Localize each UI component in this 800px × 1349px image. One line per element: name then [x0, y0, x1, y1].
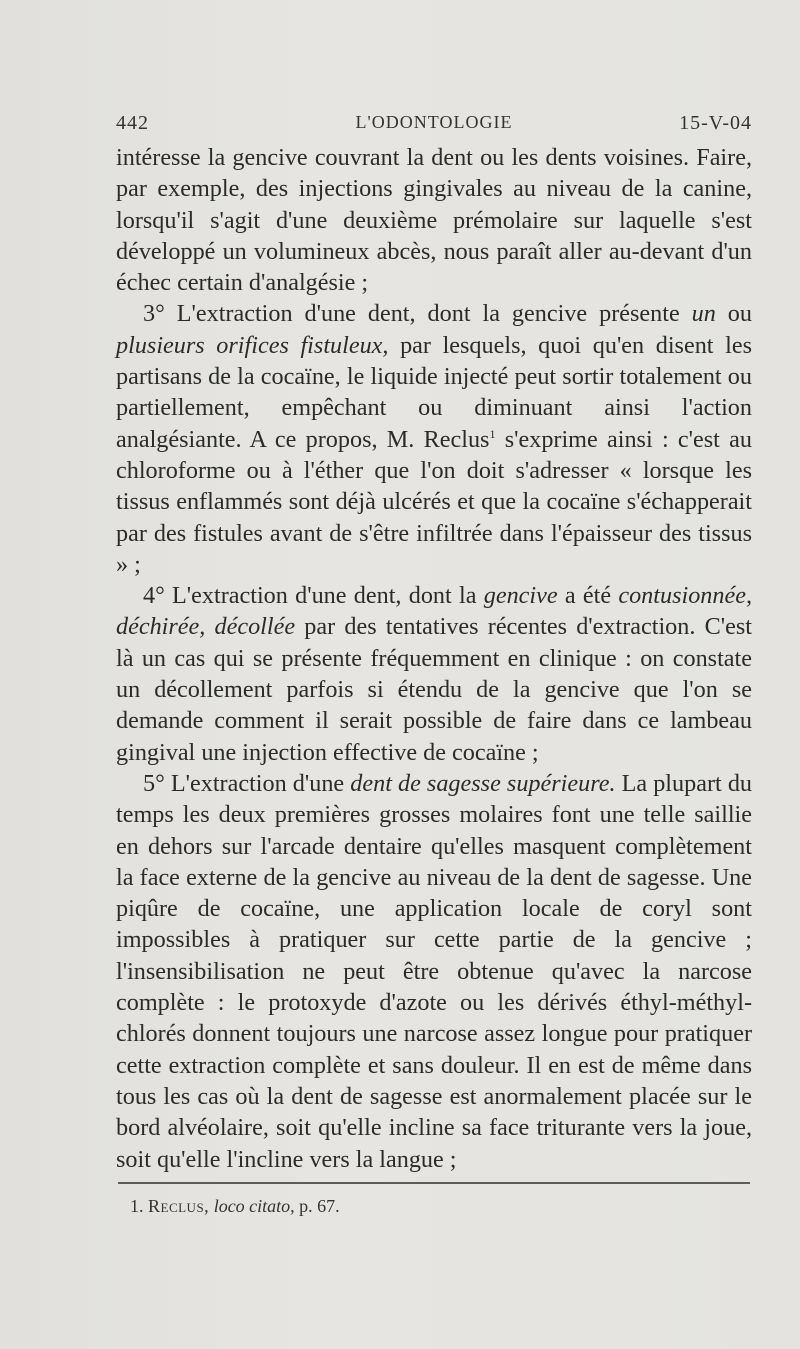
paragraph-2-italic-1: un — [691, 300, 716, 328]
paragraph-3-text-a: 4° L'extraction d'une dent, dont la — [143, 582, 484, 610]
paragraph-3-text-c: par des tentatives récentes d'extraction. C'est là un cas qui se présente fréquemment en clinique : on constate un décollement parfois si étendu de la gencive que l'on se demande comment il serait possible de faire dans ce lambeau gingival une injection effective de cocaïne ; — [116, 613, 752, 766]
paragraph-3 — [116, 580, 752, 768]
paragraph-3-italic-1: gencive — [483, 582, 558, 610]
page-number: 442 — [116, 112, 149, 134]
paragraph-1: intéresse la gencive couvrant la dent ou les dents voisines. Faire, par exemple, des injections gingivales au niveau de la canine, lorsqu'il s'agit d'une deuxième prémolaire sur laquelle s'est développé un volumineux abcès, nous paraît aller au-devant d'un échec certain d'analgésie ; — [116, 144, 752, 297]
footnote-page: p. 67. — [299, 1196, 340, 1216]
paragraph-4-italic-1: dent de sagesse supérieure. — [350, 769, 616, 797]
footnote-number: 1. — [130, 1196, 144, 1216]
paragraph-2-text-a: 3° L'extraction d'une dent, dont la gencive présente — [143, 300, 692, 328]
paragraph-2 — [116, 298, 752, 580]
paragraph-4-text-b: La plupart du temps les deux premières grosses molaires font une telle saillie en dehors sur l'arcade dentaire qu'elles masquent complètement la face externe de la gencive au niveau de la dent de sagesse. Une piqûre de cocaïne, une application locale de coryl sont impossibles à pratiquer sur cette partie de la gencive ; l'insensibilisation ne peut être obtenue qu'avec la narcose complète : le protoxyde d'azote ou les dérivés éthyl-méthyl-chlorés donnent toujours une narcose assez longue pour pratiquer cette extraction complète et sans douleur. Il en est de même dans tous les cas où la dent de sagesse est anormalement placée sur le bord alvéolaire, soit qu'elle incline sa face triturante vers la joue, soit qu'elle l'incline vers la langue ; — [116, 769, 753, 1173]
paragraph-3-text-b: a été — [557, 582, 619, 610]
paragraph-2-text-b: ou — [715, 300, 752, 328]
paragraph-2-text-c: par lesquels, quoi qu'en disent les partisans de la cocaïne, le liquide injecté peut sortir totalement ou partiellement, empêchant ou diminuant ainsi l'action analgésiante. A ce propos, M. Reclus — [116, 331, 752, 453]
body-text — [116, 142, 752, 1175]
paragraph-4 — [116, 768, 752, 1175]
paragraph-3-italic-2: contusionnée, déchirée, décollée — [116, 582, 752, 641]
issue-date: 15-V-04 — [679, 112, 752, 134]
paragraph-4-text-a: 5° L'extraction d'une — [143, 769, 351, 797]
paragraph-2-italic-2: plusieurs orifices fistuleux, — [116, 331, 389, 359]
footnote-separator — [118, 1182, 750, 1184]
footnote-ref: loco citato, — [213, 1196, 295, 1216]
footnote-author: Reclus, — [148, 1196, 210, 1216]
paragraph-2-text-d: s'exprime ainsi : c'est au chloroforme ou à l'éther que l'on doit s'adresser « lorsque les tissus enflammés sont déjà ulcérés et que la cocaïne s'échapperait par des fistules avant de s'être infiltrée dans l'épaisseur des tissus » ; — [116, 425, 752, 578]
running-title: L'ODONTOLOGIE — [355, 112, 513, 132]
page-header — [116, 112, 752, 142]
footnote — [130, 1196, 340, 1217]
footnote-marker: 1 — [489, 426, 496, 441]
